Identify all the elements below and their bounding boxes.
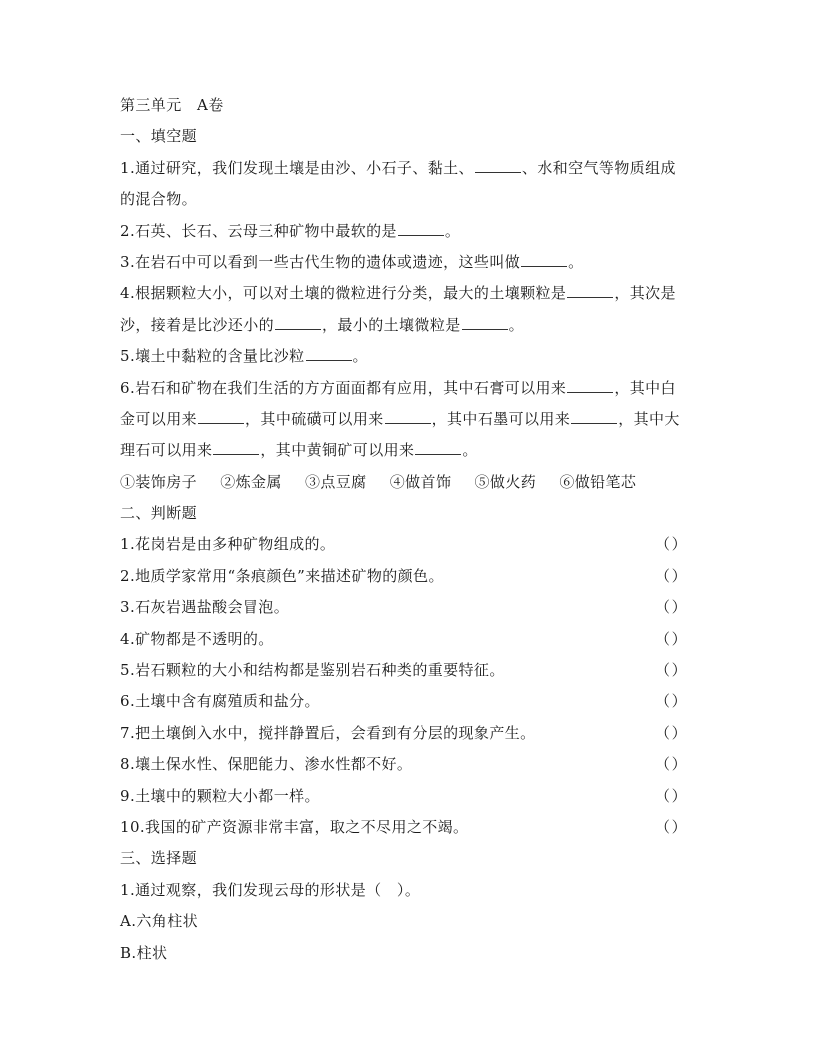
choice-option-b[interactable]: B.柱状 [120, 943, 168, 962]
answer-blank[interactable] [398, 221, 444, 236]
section-heading-true-false: 二、判断题 [120, 504, 198, 523]
judge-item: 4.矿物都是不透明的。 （ ） [120, 629, 687, 648]
judge-item: 1.花岗岩是由多种矿物组成的。 （ ） [120, 535, 687, 554]
judge-item: 10.我国的矿产资源非常丰富，取之不尽用之不竭。 （ ） [120, 817, 687, 836]
judge-item: 3.石灰岩遇盐酸会冒泡。 （ ） [120, 598, 687, 617]
answer-blank[interactable] [462, 315, 508, 330]
fill-question-1-cont: 的混合物。 [120, 190, 198, 209]
answer-blank[interactable] [213, 440, 259, 455]
page-title: 第三单元 A卷 [120, 96, 224, 114]
answer-parens[interactable]: （ ） [655, 786, 687, 805]
answer-parens[interactable]: （ ） [655, 755, 687, 774]
fill-question-6-cont2: 理石可以用来 ，其中黄铜矿可以用来 。 [120, 441, 478, 460]
worksheet-page [120, 94, 698, 973]
answer-blank[interactable] [567, 378, 613, 393]
judge-item: 6.土壤中含有腐殖质和盐分。 （ ） [120, 692, 687, 711]
answer-parens[interactable]: （ ） [655, 535, 687, 554]
fill-question-4-cont: 沙，接着是比沙还小的 ，最小的土壤微粒是 。 [120, 315, 525, 334]
answer-blank[interactable] [521, 252, 567, 267]
fill-question-5: 5.壤土中黏粒的含量比沙粒 。 [120, 347, 368, 366]
answer-parens[interactable]: （ ） [655, 723, 687, 742]
answer-parens[interactable]: （ ） [655, 692, 687, 711]
judge-item: 2.地质学家常用“条痕颜色”来描述矿物的颜色。 （ ） [120, 566, 687, 585]
answer-parens[interactable]: （ ） [655, 598, 687, 617]
judge-item: 8.壤土保水性、保肥能力、渗水性都不好。 （ ） [120, 755, 687, 774]
answer-blank[interactable] [385, 409, 431, 424]
answer-blank[interactable] [198, 409, 244, 424]
answer-blank[interactable] [415, 440, 461, 455]
fill-question-6-cont1: 金可以用来 ，其中硫磺可以用来 ，其中石墨可以用来 ，其中大 [120, 409, 680, 428]
fill-options: ①装饰房子 ②炼金属 ③点豆腐 ④做首饰 ⑤做火药 ⑥做铅笔芯 [120, 472, 637, 491]
section-heading-multiple-choice: 三、选择题 [120, 849, 198, 868]
fill-question-2: 2.石英、长石、云母三种矿物中最软的是 。 [120, 221, 461, 240]
section-heading-fill-blank: 一、填空题 [120, 127, 198, 146]
answer-blank[interactable] [475, 158, 521, 173]
answer-blank[interactable] [275, 315, 321, 330]
choice-option-a[interactable]: A.六角柱状 [120, 912, 199, 931]
answer-blank[interactable] [567, 283, 613, 298]
judge-item: 9.土壤中的颗粒大小都一样。 （ ） [120, 786, 687, 805]
answer-parens[interactable]: （ ） [655, 817, 687, 836]
answer-blank[interactable] [571, 409, 617, 424]
fill-question-3: 3.在岩石中可以看到一些古代生物的遗体或遗迹，这些叫做 。 [120, 252, 584, 271]
answer-parens[interactable]: （ ） [655, 566, 687, 585]
fill-question-1: 1.通过研究，我们发现土壤是由沙、小石子、黏土、 、水和空气等物质组成 [120, 158, 676, 177]
answer-parens[interactable]: （ ） [655, 629, 687, 648]
fill-question-6: 6.岩石和矿物在我们生活的方方面面都有应用，其中石膏可以用来 ，其中白 [120, 378, 676, 397]
answer-parens[interactable]: （ ） [655, 661, 687, 680]
choice-question-1: 1.通过观察，我们发现云母的形状是（ ）。 [120, 880, 421, 899]
judge-item: 5.岩石颗粒的大小和结构都是鉴别岩石种类的重要特征。 （ ） [120, 661, 687, 680]
judge-item: 7.把土壤倒入水中，搅拌静置后，会看到有分层的现象产生。 （ ） [120, 723, 687, 742]
fill-question-4: 4.根据颗粒大小，可以对土壤的微粒进行分类，最大的土壤颗粒是 ，其次是 [120, 284, 676, 303]
answer-blank[interactable] [306, 346, 352, 361]
